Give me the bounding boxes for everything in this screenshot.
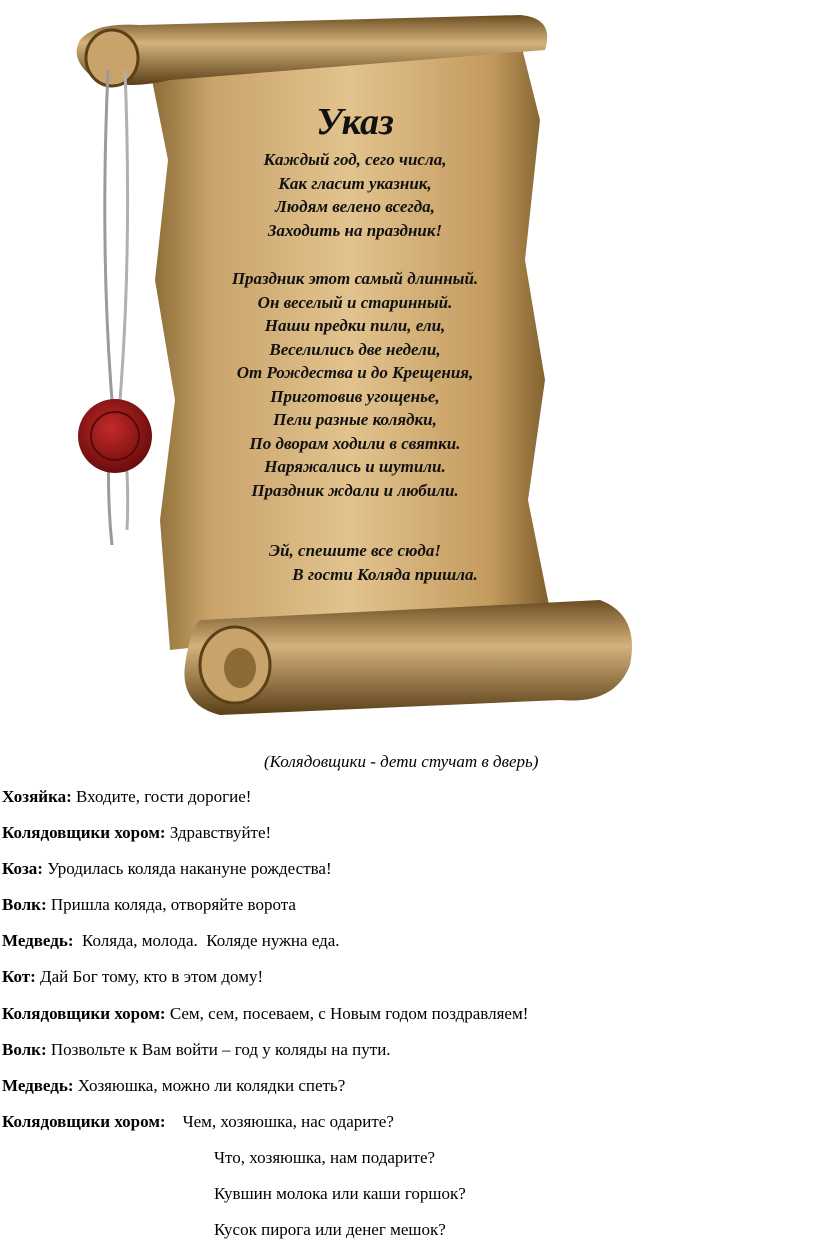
dialogue-line (2, 821, 528, 857)
dialogue-line (2, 1002, 528, 1038)
line-text: Коляда, молода. Коляде нужна еда. (73, 931, 340, 951)
poem-line: В гости Коляда пришла. (292, 564, 478, 584)
poem-line: Веселились две недели, (269, 339, 441, 359)
stage-direction: (Колядовщики - дети стучат в дверь) (264, 752, 539, 771)
decree-title: Указ (316, 101, 394, 143)
speaker: Медведь: (2, 931, 74, 951)
poem-line: Каждый год, сего числа, (263, 150, 447, 169)
speaker: Колядовщики хором: (2, 1111, 166, 1131)
poem-line: Заходить на праздник! (267, 220, 443, 240)
poem-stanza-1 (160, 148, 550, 242)
line-text: Чем, хозяюшка, нас одарите? (165, 1111, 394, 1131)
scroll-top-curl (86, 30, 138, 86)
poem-line: Приготовив угощенье, (270, 386, 440, 406)
scroll-bottom-curl-inner (224, 648, 256, 688)
continuation-line: Что, хозяюшка, нам подарите? (214, 1147, 436, 1167)
poem-line: Наряжались и шутили. (264, 457, 446, 476)
line-text: Уродилась коляда накануне рождества! (42, 859, 332, 879)
speaker: Медведь: (2, 1075, 74, 1095)
line-text: Входите, гости дорогие! (71, 787, 252, 806)
speaker: Колядовщики хором: (2, 823, 166, 843)
poem-line: Праздник ждали и любили. (251, 480, 459, 500)
poem-line: Он веселый и старинный. (257, 292, 453, 312)
poem-line: Праздник этот самый длинный. (231, 269, 479, 288)
line-text: Дай Бог тому, кто в этом дому! (35, 967, 264, 987)
dialogue (2, 785, 528, 1254)
poem-line: Наши предки пили, ели, (264, 316, 446, 335)
speaker: Кот: (2, 967, 36, 987)
line-text: Хозяюшка, можно ли колядки спеть? (73, 1075, 346, 1095)
poem-line: Пели разные колядки, (273, 410, 437, 429)
dialogue-line (2, 1110, 528, 1146)
dialogue-line (2, 1038, 528, 1074)
line-text: Пришла коляда, отворяйте ворота (46, 895, 296, 915)
poem-stanza-2 (150, 267, 560, 502)
continuation-line: Кувшин молока или каши горшок? (214, 1184, 466, 1204)
dialogue-line (2, 785, 528, 821)
dialogue-line (2, 965, 528, 1001)
poem-line: По дворам ходили в святки. (249, 433, 461, 453)
continuation-line: Кусок пирога или денег мешок? (214, 1220, 446, 1240)
line-text: Здравствуйте! (165, 823, 272, 843)
dialogue-line (2, 893, 528, 929)
dialogue-line (2, 1074, 528, 1110)
line-text: Сем, сем, посеваем, с Новым годом поздравляем! (165, 1003, 529, 1023)
poem-line: От Рождества и до Крещения, (236, 363, 474, 382)
wax-seal (78, 399, 152, 473)
dialogue-line (2, 929, 528, 965)
speaker: Коза: (2, 859, 43, 879)
poem-line: Людям велено всегда, (275, 197, 435, 216)
dialogue-line (2, 857, 528, 893)
speaker: Хозяйка: (2, 787, 72, 806)
speaker: Колядовщики хором: (2, 1003, 166, 1023)
line-text: Позвольте к Вам войти – год у коляды на пути. (46, 1039, 391, 1059)
speaker: Волк: (2, 1039, 47, 1059)
poem-line: Эй, спешите все сюда! (269, 541, 441, 560)
seal-cord-left (105, 70, 112, 545)
speaker: Волк: (2, 895, 47, 915)
poem-line: Как гласит указник, (278, 173, 432, 193)
poem-stanza-3 (150, 539, 560, 586)
